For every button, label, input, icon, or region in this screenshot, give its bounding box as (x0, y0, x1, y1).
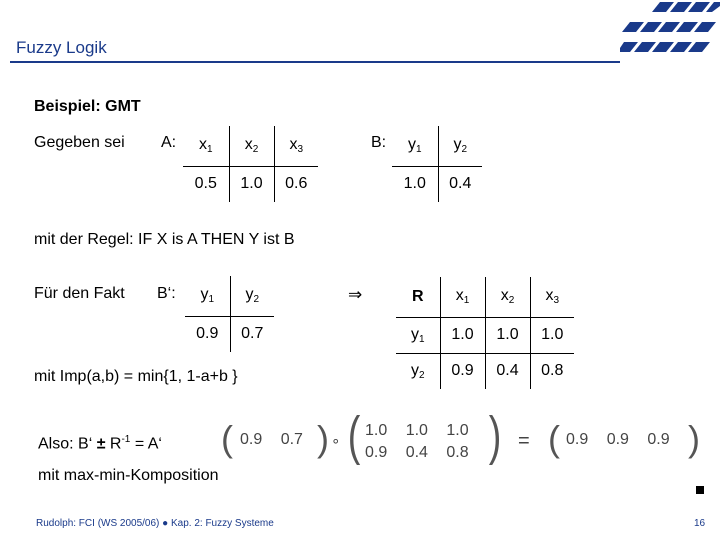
relation-row (396, 317, 574, 353)
matrix-cell: 1.0 (405, 422, 428, 439)
university-logo-icon (620, 0, 720, 66)
set-b-prime-element: $y_2$ (230, 276, 274, 316)
composition-result-vector (566, 431, 670, 449)
matrix-row (365, 442, 469, 464)
set-b-elements-row (392, 126, 482, 166)
page-number: 16 (694, 518, 706, 529)
set-b-value: 0.4 (438, 166, 482, 202)
set-a-value: 1.0 (229, 166, 274, 202)
vector-value: 0.7 (280, 431, 303, 448)
rule-text: mit der Regel: IF X is A THEN Y ist B (34, 231, 295, 248)
matrix-cell: 1.0 (446, 422, 469, 439)
set-b-prime-label: B‘: (157, 285, 176, 302)
relation-cell: 0.9 (440, 353, 485, 389)
relation-row-header: $y_1$ (396, 317, 440, 353)
set-a-value: 0.6 (274, 166, 318, 202)
matrix-cell: 0.8 (446, 444, 469, 461)
left-paren-open: ( (221, 418, 233, 459)
equals-sign: = (518, 430, 530, 452)
set-b-prime-element: $y_1$ (185, 276, 230, 316)
end-marker-icon (696, 486, 704, 494)
set-a-element: $x_3$ (274, 126, 318, 166)
imp-definition: mit Imp(a,b) = min{1, 1-a+b } (34, 368, 238, 385)
relation-column-header: $x_3$ (530, 277, 574, 317)
relation-cell: 1.0 (530, 317, 574, 353)
set-b-label: B: (371, 134, 387, 151)
matrix-cell: 0.9 (365, 444, 388, 461)
result-paren-open: ( (548, 418, 560, 459)
left-paren-close: ) (317, 418, 329, 459)
relation-row (396, 353, 574, 389)
composition-operator: ∘ (331, 433, 341, 450)
matrix-cell: 0.4 (405, 444, 428, 461)
set-b-prime-elements-row (185, 276, 274, 316)
composition-left-vector (240, 431, 303, 449)
set-b-element: $y_2$ (438, 126, 482, 166)
set-b-prime-value: 0.7 (230, 316, 274, 352)
given-label: Gegeben sei (34, 134, 125, 151)
relation-row-header: $y_2$ (396, 353, 440, 389)
implies-arrow-icon: ⇒ (348, 285, 363, 304)
relation-corner: R (396, 277, 440, 317)
relation-cell: 1.0 (485, 317, 530, 353)
set-b-table (392, 126, 482, 202)
set-b-element: $y_1$ (392, 126, 438, 166)
set-a-values-row (183, 166, 318, 202)
result-value: 0.9 (606, 431, 629, 448)
vector-value: 0.9 (240, 431, 263, 448)
matrix-row (365, 420, 469, 442)
title-bar (0, 0, 720, 66)
composition-matrix (365, 420, 469, 464)
page-title: Fuzzy Logik (16, 38, 107, 57)
fact-label: Für den Fakt (34, 285, 125, 302)
set-a-table (183, 126, 318, 202)
set-b-prime-value: 0.9 (185, 316, 230, 352)
footer-text: Rudolph: FCI (WS 2005/06) ● Kap. 2: Fuzzy Systeme (36, 518, 274, 529)
matrix-paren-open: ( (347, 406, 361, 466)
set-b-prime-values-row (185, 316, 274, 352)
conclusion-text: Also: B‘ ± $R^{-1}$ = A‘ (38, 434, 162, 453)
set-b-value: 1.0 (392, 166, 438, 202)
set-a-label: A: (161, 134, 177, 151)
relation-column-header: $x_2$ (485, 277, 530, 317)
relation-cell: 0.4 (485, 353, 530, 389)
set-a-element: $x_1$ (183, 126, 229, 166)
result-value: 0.9 (566, 431, 589, 448)
relation-column-header: $x_1$ (440, 277, 485, 317)
result-value: 0.9 (647, 431, 670, 448)
set-a-element: $x_2$ (229, 126, 274, 166)
set-b-values-row (392, 166, 482, 202)
relation-header-row (396, 277, 574, 317)
set-b-prime-table (185, 276, 274, 352)
method-text: mit max-min-Komposition (38, 467, 219, 484)
result-paren-close: ) (688, 418, 700, 459)
relation-cell: 0.8 (530, 353, 574, 389)
matrix-paren-close: ) (488, 406, 502, 466)
section-title: Beispiel: GMT (34, 98, 141, 115)
matrix-cell: 1.0 (365, 422, 388, 439)
set-a-elements-row (183, 126, 318, 166)
title-divider (10, 61, 620, 63)
relation-cell: 1.0 (440, 317, 485, 353)
set-a-value: 0.5 (183, 166, 229, 202)
relation-table (396, 277, 574, 389)
